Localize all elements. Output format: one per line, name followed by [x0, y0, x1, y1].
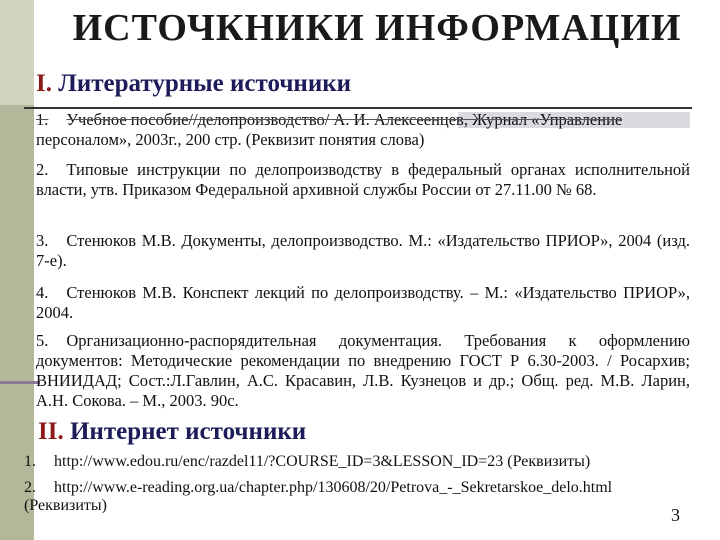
list-item-number: 1. [36, 110, 49, 129]
heading-rule [24, 107, 692, 109]
link-item-number: 1. [24, 453, 36, 470]
section-heading-label: Литературные источники [58, 70, 352, 97]
list-item [36, 160, 690, 200]
list-item-number: 2. [36, 160, 49, 179]
list-item-number: 3. [36, 231, 49, 250]
list-item-text: Учебное пособие//делопроизводство/ А. И. Алексеенцев, Журнал «Управление [66, 110, 623, 129]
list-item-text: Стенюков М.В. Конспект лекций по делопроизводству. – М.: «Издательство ПРИОР», 2004. [36, 283, 690, 322]
link-item [24, 452, 694, 472]
link-url[interactable]: http://www.e-reading.org.ua/chapter.php/130608/20/Petrova_-_Sekretarskoe_delo.html [54, 479, 613, 496]
list-item-text: Организационно-распорядительная документация. Требования к оформлению документов: Методические рекомендации по внедрению ГОСТ Р 6.30-2003. / Росархив; ВНИИДАД; Сост.:Л.Гавлин, А.С. Красавин, Л.В. Кузнецов и др.; Общ. ред. М.В. Ларин, А.Н. Сокова. – М., 2003. 90с. [36, 331, 690, 410]
side-rule [0, 381, 40, 384]
page-number: 3 [671, 505, 680, 525]
list-item-number: 4. [36, 283, 49, 302]
section-heading-internet [38, 418, 306, 446]
list-item [36, 110, 690, 150]
list-item-text: Стенюков М.В. Документы, делопроизводство. М.: «Издательство ПРИОР», 2004 (изд. 7-е). [36, 231, 690, 270]
list-item [36, 283, 690, 323]
section-heading-literature [36, 70, 351, 98]
section-heading-label: Интернет источники [69, 418, 307, 445]
left-band-upper-block [0, 0, 34, 105]
section-roman-numeral: II. [38, 418, 64, 445]
page-title: ИСТОЧКНИКИ ИНФОРМАЦИИ [72, 7, 682, 49]
list-item-number: 5. [36, 331, 49, 350]
list-item [36, 331, 690, 411]
list-item-text: Типовые инструкции по делопроизводству в федеральный органах исполнительной власти, утв. Приказом Федеральной архивной службы России от 27.11.00 № 68. [36, 160, 690, 199]
link-item-cont: (Реквизиты) [24, 497, 107, 514]
list-item [36, 231, 690, 271]
list-item-text-cont: персоналом», 2003г., 200 стр. (Реквизит понятия слова) [36, 130, 425, 149]
link-item [24, 478, 694, 498]
link-url[interactable]: http://www.edou.ru/enc/razdel11/?COURSE_ID=3&LESSON_ID=23 (Реквизиты) [54, 453, 591, 470]
link-item-number: 2. [24, 479, 36, 496]
section-roman-numeral: I. [36, 70, 52, 97]
